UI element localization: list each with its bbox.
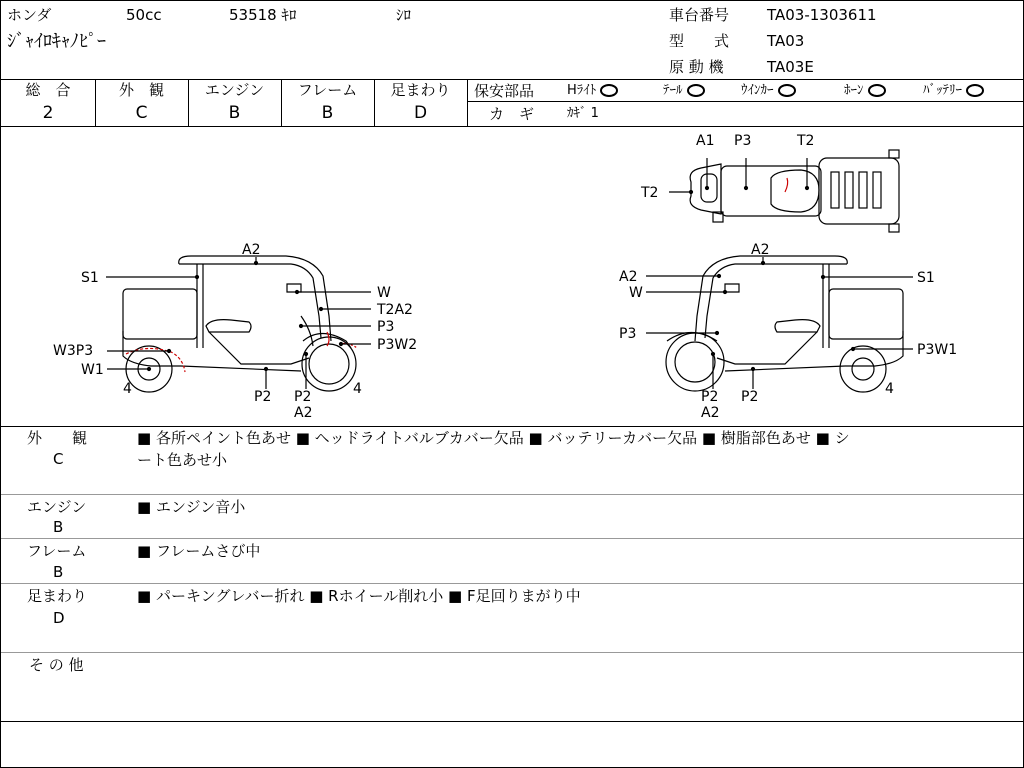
divider [1, 652, 1023, 653]
grade-overall: 2 [42, 103, 54, 123]
mileage: 53518 ｷﾛ [229, 6, 297, 24]
safety-item-winker [741, 82, 796, 100]
grade-header-engine: エンジン [204, 81, 265, 99]
safety-item-horn [844, 82, 886, 100]
divider [467, 101, 1023, 102]
safety-item-tail [663, 82, 705, 100]
divider [1, 583, 1023, 584]
divider [1, 721, 1023, 722]
diagram-label: W1 [81, 362, 104, 378]
diagram-label: S1 [81, 270, 99, 286]
top-view [669, 150, 899, 232]
diagram-label: P3W1 [917, 342, 958, 358]
remark-title-engine: エンジン [27, 498, 87, 516]
remark-grade-frame: B [53, 563, 64, 581]
diagram-label: 4 [123, 381, 132, 397]
divider [467, 79, 468, 126]
remark-grade-exterior: C [53, 450, 64, 468]
diagram-label: A2 [751, 242, 770, 258]
divider [1, 494, 1023, 495]
engine-model-value: TA03E [767, 58, 814, 76]
remark-title-other: そ の 他 [29, 656, 84, 674]
remark-title-exterior: 外 観 [27, 429, 88, 447]
grade-suspension: D [413, 103, 428, 123]
remark-title-suspension: 足まわり [27, 587, 88, 605]
safety-item-label: ﾊﾞｯﾃﾘｰ [923, 83, 962, 98]
key-value: ｶｷﾞ 1 [567, 106, 599, 121]
ok-circle-icon [778, 84, 796, 97]
remark-text-frame: ■ フレームさび中 [137, 542, 261, 560]
diagram-label: W [377, 285, 391, 301]
divider [1, 538, 1023, 539]
diagram-label: P3 [377, 319, 395, 335]
diagram-label: A2 [701, 405, 720, 421]
diagram-label: P3W2 [377, 337, 418, 353]
right-side-view [646, 256, 913, 392]
ok-circle-icon [868, 84, 886, 97]
diagram-label: T2 [641, 185, 659, 201]
ok-circle-icon [966, 84, 984, 97]
grade-header-exterior: 外 観 [118, 81, 164, 99]
diagram-label: P2 [701, 389, 719, 405]
diagram-label: P3 [619, 326, 637, 342]
chassis-number: TA03-1303611 [767, 6, 877, 24]
safety-item-battery [923, 82, 984, 100]
grade-exterior: C [135, 103, 148, 123]
engine-model-label: 原 動 機 [669, 58, 724, 76]
grade-frame: B [321, 103, 334, 123]
remark-text-exterior-cont: ート色あせ小 [137, 451, 228, 469]
grade-header-overall: 総 合 [25, 81, 71, 99]
remark-grade-engine: B [53, 518, 64, 536]
remark-text-suspension: ■ パーキングレバー折れ ■ Rホイール削れ小 ■ F足回りまがり中 [137, 587, 581, 605]
chassis-label: 車台番号 [669, 6, 730, 24]
diagram-label: A2 [242, 242, 261, 258]
safety-item-headlight [567, 82, 618, 100]
diagram-label: T2A2 [377, 302, 413, 318]
diagram-label: A2 [294, 405, 313, 421]
key-label: カ ギ [489, 105, 535, 123]
diagram-label: P2 [254, 389, 272, 405]
model-name: ｼﾞｬｲﾛｷｬﾉﾋﾟｰ [7, 31, 106, 52]
ok-circle-icon [600, 84, 618, 97]
displacement: 50cc [126, 6, 162, 24]
maker: ホンダ [7, 6, 52, 24]
grade-engine: B [228, 103, 241, 123]
diagram-label: A2 [619, 269, 638, 285]
remark-title-frame: フレーム [27, 542, 87, 560]
grade-header-suspension: 足まわり [390, 81, 451, 99]
safety-item-label: ﾃｰﾙ [663, 83, 683, 98]
remark-text-engine: ■ エンジン音小 [137, 498, 246, 516]
safety-item-label: ﾎｰﾝ [844, 83, 864, 98]
divider [1, 426, 1023, 427]
left-side-view [106, 256, 371, 392]
type-value: TA03 [767, 32, 805, 50]
divider [1, 79, 1023, 80]
safety-item-label: Hﾗｲﾄ [567, 83, 597, 98]
diagram-label: 4 [353, 381, 362, 397]
diagram-label: S1 [917, 270, 935, 286]
ok-circle-icon [687, 84, 705, 97]
diagram-label: 4 [885, 381, 894, 397]
diagram-label: P2 [741, 389, 759, 405]
diagram-label: P3 [734, 133, 752, 149]
diagram-label: A1 [696, 133, 715, 149]
damage-diagram [1, 126, 1023, 426]
remark-grade-suspension: D [53, 609, 65, 627]
diagram-label: W3P3 [53, 343, 94, 359]
diagram-label: W [629, 285, 643, 301]
grade-header-frame: フレーム [297, 81, 358, 99]
diagram-label: P2 [294, 389, 312, 405]
type-label: 型 式 [669, 32, 730, 50]
body-color: ｼﾛ [396, 6, 412, 24]
safety-item-label: ｳｲﾝｶｰ [741, 83, 774, 98]
diagram-label: T2 [797, 133, 815, 149]
remark-text-exterior: ■ 各所ペイント色あせ ■ ヘッドライトバルブカバー欠品 ■ バッテリーカバー欠品 ■ 樹脂部色あせ ■ シ [137, 429, 850, 447]
safety-title: 保安部品 [474, 82, 535, 100]
